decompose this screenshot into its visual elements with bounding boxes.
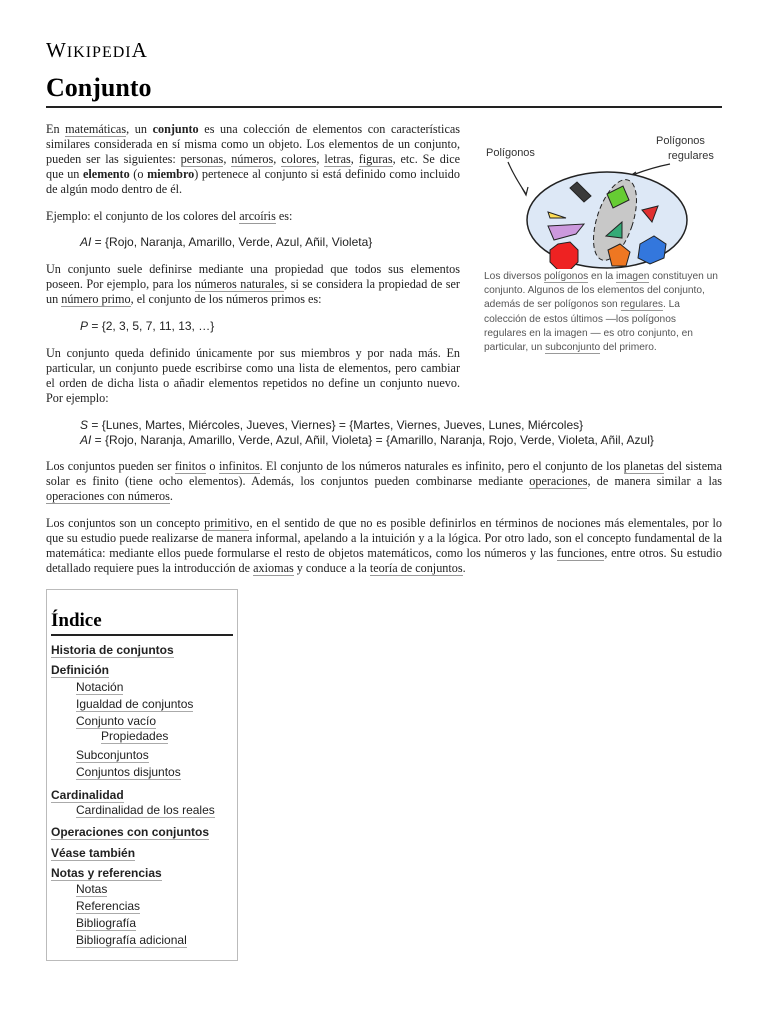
paragraph-members: Un conjunto queda definido únicamente por sus miembros y por nada más. En particular, un conjunto puede escribirse como una lista de elementos, pero cambiar el orden de dicha lista o añadir elementos repetidos no define un conjunto nuevo. Por ejemplo: <box>46 346 460 405</box>
link-imagen[interactable]: imagen <box>615 271 650 282</box>
link-primitivo[interactable]: primitivo <box>204 516 250 530</box>
logo-letter-w: W <box>46 38 67 62</box>
link-operaciones[interactable]: operaciones <box>529 474 588 488</box>
link-figuras[interactable]: figuras <box>358 152 393 166</box>
figure-caption: Los diversos polígonos en la imagen constituyen un conjunto. Algunos de los elementos del conjunto, además de ser polígonos son regulares. La colección de estos últimos —los polígonos regulares en la imagen — es otro conjunto, en particular, un subconjunto del primero. <box>484 271 718 354</box>
toc-item-bibliografia[interactable]: Bibliografía <box>76 916 137 930</box>
logo-letter-a: A <box>131 38 148 62</box>
paragraph-intro: En matemáticas, un conjunto es una colección de elementos con características similares considerada en sí misma como un objeto. Los elementos de un conjunto, pueden ser las siguientes: personas, números, colores, letras, figuras, etc. Se dice que un elemento (o miembro) pertenece al conjunto si está definido como incluido de algún modo dentro de él. <box>46 122 461 196</box>
toc-item-disjuntos[interactable]: Conjuntos disjuntos <box>76 765 181 779</box>
link-regulares[interactable]: regulares <box>620 299 663 311</box>
math-days-set: S = {Lunes, Martes, Miércoles, Jueves, Viernes} = {Martes, Viernes, Jueves, Lunes, Miércoles} <box>80 418 584 432</box>
link-arcoiris[interactable]: arcoíris <box>239 209 276 223</box>
page-title: Conjunto <box>46 72 722 108</box>
link-axiomas[interactable]: axiomas <box>253 561 294 575</box>
toc-title: Índice <box>51 610 233 636</box>
paragraph-primitive: Los conjuntos son un concepto primitivo, en el sentido de que no es posible definirlos en términos de nociones más elementales, por lo que su estudio puede realizarse de manera informal, apelando a la intuición y a la lógica. Por otro lado, son el concepto fundamental de la matemática: mediante ellos puede formularse el resto de objetos matemáticos, como los números y las funciones, entre otros. Su estudio detallado requiere pues la introducción de axiomas y conduce a la teoría de conjuntos. <box>46 516 722 575</box>
math-primes-set: P = {2, 3, 5, 7, 11, 13, …} <box>80 319 215 333</box>
math-rainbow-set: AI = {Rojo, Naranja, Amarillo, Verde, Azul, Añil, Violeta} <box>80 235 373 249</box>
toc-item-historia[interactable]: Historia de conjuntos <box>51 643 174 657</box>
polygons-illustration <box>480 124 722 269</box>
arrow-regular <box>630 164 670 176</box>
link-numeros[interactable]: números <box>231 152 274 166</box>
toc-item-bibliografia-adicional[interactable]: Bibliografía adicional <box>76 933 187 947</box>
bold-conjunto: conjunto <box>152 122 199 136</box>
toc-item-vease-tambien[interactable]: Véase también <box>51 846 136 860</box>
toc-item-igualdad[interactable]: Igualdad de conjuntos <box>76 697 194 711</box>
paragraph-property: Un conjunto suele definirse mediante una propiedad que todos sus elementos poseen. Por ejemplo, para los números naturales, si se considera la propiedad de ser un número primo, el conjunto de los números primos es: <box>46 262 460 306</box>
toc-item-subconjuntos[interactable]: Subconjuntos <box>76 748 149 762</box>
link-finitos[interactable]: finitos <box>174 459 206 473</box>
article-body <box>46 122 722 576</box>
figure <box>480 124 722 355</box>
link-operaciones-con-numeros[interactable]: operaciones con números <box>46 489 170 503</box>
toc-item-notas[interactable]: Notas <box>76 882 108 896</box>
link-numeros-naturales[interactable]: números naturales <box>194 277 285 291</box>
logo-letters: IKIPEDI <box>66 44 132 61</box>
link-poligonos[interactable]: polígonos <box>544 271 589 282</box>
link-personas[interactable]: personas <box>180 152 224 166</box>
toc-item-propiedades[interactable]: Propiedades <box>101 729 169 743</box>
toc-item-operaciones[interactable]: Operaciones con conjuntos <box>51 825 210 839</box>
toc-item-referencias[interactable]: Referencias <box>76 899 141 913</box>
link-teoria-de-conjuntos[interactable]: teoría de conjuntos <box>369 561 463 575</box>
link-colores[interactable]: colores <box>281 152 317 166</box>
link-letras[interactable]: letras <box>324 152 351 166</box>
toc-item-cardinalidad[interactable]: Cardinalidad <box>51 788 124 802</box>
link-subconjunto[interactable]: subconjunto <box>545 342 601 354</box>
wikipedia-logo[interactable] <box>46 38 722 62</box>
link-funciones[interactable]: funciones <box>557 546 605 560</box>
toc-item-notas-referencias[interactable]: Notas y referencias <box>51 866 162 880</box>
label-polygons: Polígonos <box>486 147 535 159</box>
table-of-contents <box>46 589 238 961</box>
toc-item-cardinalidad-reales[interactable]: Cardinalidad de los reales <box>76 803 215 817</box>
link-numero-primo[interactable]: número primo <box>61 292 131 306</box>
label-regular-polygons-1: Polígonos <box>656 135 705 147</box>
paragraph-finite: Los conjuntos pueden ser finitos o infinitos. El conjunto de los números naturales es infinito, pero el conjunto de los planetas del sistema solar es finito (tiene ocho elementos). Además, los conjuntos pueden combinarse mediante operaciones, de manera similar a las operaciones con números. <box>46 459 722 503</box>
toc-item-conjunto-vacio[interactable]: Conjunto vacío <box>76 714 157 728</box>
link-infinitos[interactable]: infinitos <box>218 459 260 473</box>
bold-miembro: miembro <box>147 167 195 181</box>
toc-item-notacion[interactable]: Notación <box>76 680 124 694</box>
label-regular-polygons-2: regulares <box>668 150 714 162</box>
link-planetas[interactable]: planetas <box>623 459 664 473</box>
toc-item-definicion[interactable]: Definición <box>51 663 110 677</box>
math-rainbow-reordered: AI = {Rojo, Naranja, Amarillo, Verde, Azul, Añil, Violeta} = {Amarillo, Naranja, Rojo, Verde, Violeta, Añil, Azul} <box>80 433 654 447</box>
bold-elemento: elemento <box>83 167 130 181</box>
link-matematicas[interactable]: matemáticas <box>65 122 127 136</box>
paragraph-example: Ejemplo: el conjunto de los colores del arcoíris es: <box>46 209 293 223</box>
